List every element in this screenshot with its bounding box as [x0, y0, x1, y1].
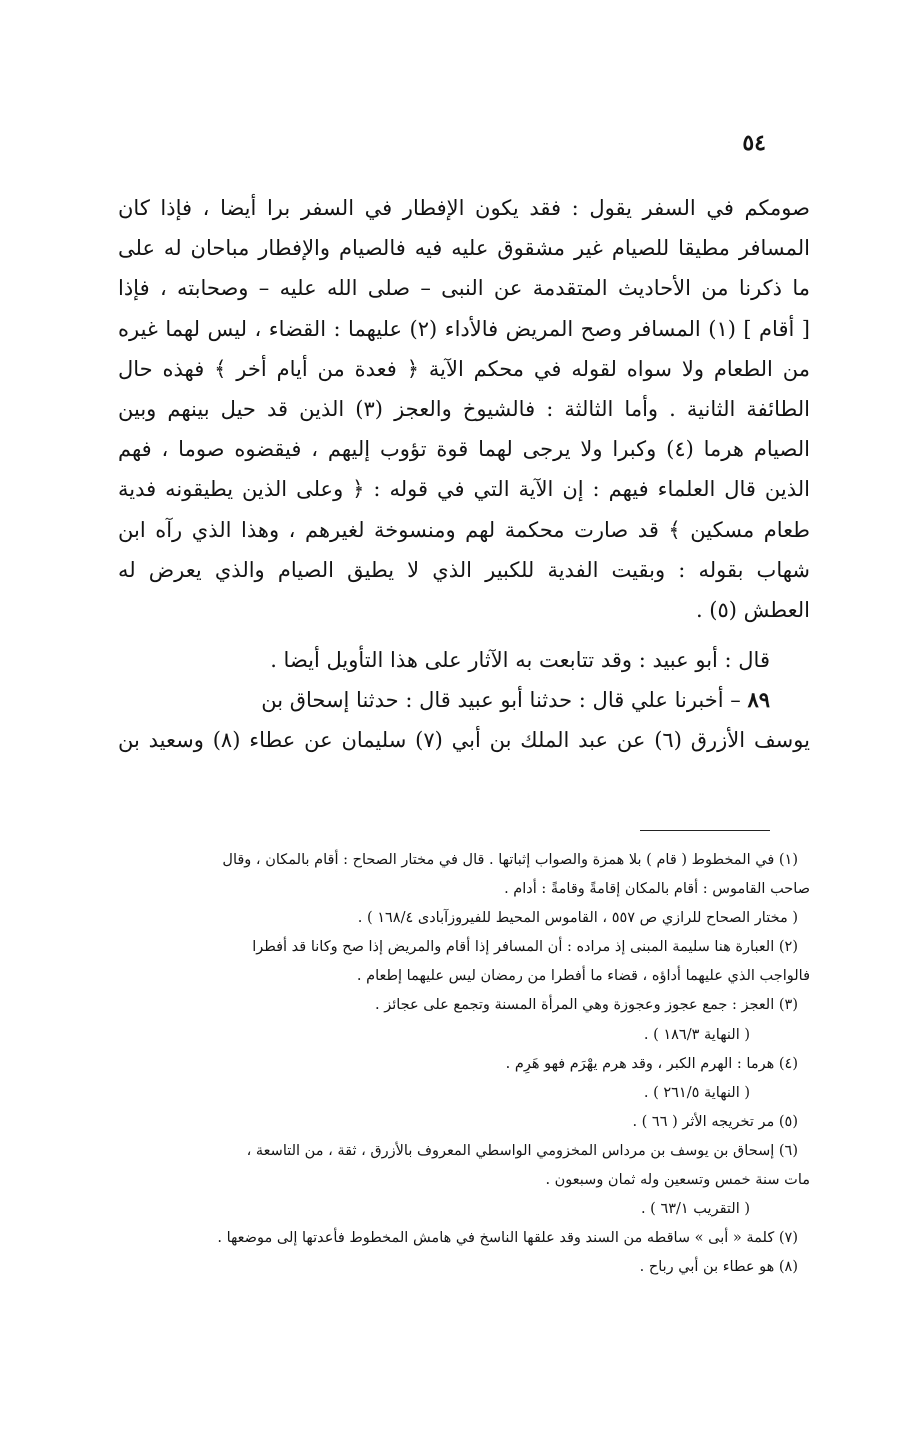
text-line: شهاب بقوله : وبقيت الفدية للكبير الذي لا يطيق الصيام والذي يعرض له — [118, 557, 810, 582]
paragraph-89-line — [118, 680, 810, 720]
footnote-2: (٢) العبارة هنا سليمة المبنى إذ مراده : أن المسافر إذا أقام والمريض إذا صح وكانا قد أفطرا — [252, 939, 798, 956]
text-line: الطائفة الثانية . وأما الثالثة : فالشيوخ والعجز (٣) الذين قد حيل بينهم وبين — [118, 396, 810, 421]
footnote-1-cont: صاحب القاموس : أقام بالمكان إقامةً وقامةً : أدام . — [504, 881, 810, 898]
footnote-4: (٤) هرما : الهرم الكبر ، وقد هرم يهْرَم فهو هَرِم . — [505, 1055, 798, 1072]
footnote-2-cont: فالواجب الذي عليهما أداؤه ، قضاء ما أفطرا من رمضان ليس عليهما إطعام . — [356, 968, 810, 985]
footnote-6: (٦) إسحاق بن يوسف بن مرداس المخزومي الواسطي المعروف بالأزرق ، ثقة ، من التاسعة ، — [246, 1142, 798, 1159]
text-line: الذين قال العلماء فيهم : إن الآية التي في قوله : ﴿ وعلى الذين يطيقونه فدية — [118, 477, 810, 502]
footnote-1-source: ( مختار الصحاح للرازي ص ٥٥٧ ، القاموس المحيط للفيروزآبادى ١٦٨/٤ ) . — [357, 910, 798, 927]
text-line: يوسف الأزرق (٦) عن عبد الملك بن أبي (٧) سليمان عن عطاء (٨) وسعيد بن — [118, 728, 810, 753]
paragraph-89-text: – أخبرنا علي قال : حدثنا أبو عبيد قال : حدثنا إسحاق بن — [261, 688, 748, 713]
footnote-8: (٨) هو عطاء بن أبي رباح . — [639, 1259, 798, 1276]
text-line: طعام مسكين ﴾ قد صارت محكمة لهم ومنسوخة لغيرهم ، وهذا الذي رآه ابن — [118, 517, 810, 542]
text-line: الصيام هرما (٤) وكبرا ولا يرجى لهما قوة تؤوب إليهم ، فيقضوه صوما ، فهم — [118, 437, 810, 462]
footnote-7: (٧) كلمة « أبى » ساقطه من السند وقد علقها الناسخ في هامش المخطوط فأعدتها إلى موضعها . — [217, 1230, 798, 1247]
hadith-number: ٨٩ — [747, 687, 770, 713]
text-line: ما ذكرنا من الأحاديث المتقدمة عن النبى – صلى الله عليه – وصحابته ، فإذا — [118, 276, 810, 301]
footnote-4-source: ( النهاية ٢٦١/٥ ) . — [643, 1084, 750, 1101]
page-number: ٥٤ — [742, 130, 766, 156]
footnote-6-cont: مات سنة خمس وتسعين وله ثمان وسبعون . — [545, 1172, 810, 1189]
footnote-6-source: ( التقريب ٦٣/١ ) . — [640, 1201, 750, 1218]
footnote-divider — [640, 830, 770, 831]
text-line: صومكم في السفر يقول : فقد يكون الإفطار في السفر برا أيضا ، فإذا كان — [118, 196, 810, 220]
paragraph-abu-ubaid: قال : أبو عبيد : وقد تتابعت به الآثار على هذا التأويل أيضا . — [270, 648, 770, 673]
main-text — [118, 188, 810, 761]
footnote-5: (٥) مر تخريجه الأثر ( ٦٦ ) . — [632, 1113, 798, 1130]
footnote-3-source: ( النهاية ١٨٦/٣ ) . — [643, 1026, 750, 1043]
text-line: العطش (٥) . — [695, 597, 810, 622]
footnote-3: (٣) العجز : جمع عجوز وعجوزة وهي المرأة المسنة وتجمع على عجائز . — [374, 997, 798, 1014]
footnotes — [118, 846, 810, 1282]
text-line: [ أقام ] (١) المسافر وصح المريض فالأداء (٢) عليهما : القضاء ، ليس لهما غيره — [118, 316, 810, 341]
footnote-1: (١) في المخطوط ( قام ) بلا همزة والصواب إثباتها . قال في مختار الصحاح : أقام بالمكان ، وقال — [222, 852, 798, 868]
text-line: المسافر مطيقا للصيام غير مشقوق عليه فيه فالصيام والإفطار مباحان له على — [118, 236, 810, 261]
text-line: من الطعام ولا سواه لقوله في محكم الآية ﴿ فعدة من أيام أخر ﴾ فهذه حال — [118, 356, 810, 381]
